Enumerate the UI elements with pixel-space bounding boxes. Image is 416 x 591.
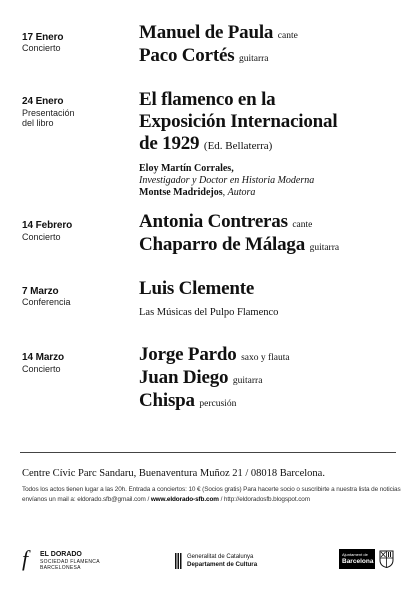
performer-role: percusión — [199, 399, 237, 409]
performer-role: cante — [292, 220, 313, 230]
ajuntament-city: Barcelona — [342, 558, 374, 565]
ajuntament-badge — [339, 549, 375, 569]
performer-name: Antonia Contreras — [139, 211, 288, 232]
performer-role: guitarra — [232, 376, 263, 386]
performer-line — [139, 22, 298, 47]
event-type: Concierto — [22, 364, 61, 374]
event-date: 14 Marzo — [22, 352, 64, 363]
venue-address: Centre Cívic Parc Sandaru, Buenaventura Muñoz 21 / 08018 Barcelona. — [22, 468, 325, 479]
event-date: 7 Marzo — [22, 286, 59, 297]
event-type: Concierto — [22, 43, 61, 53]
generalitat-line: Generalitat de Catalunya — [187, 554, 254, 560]
performer-line — [139, 367, 262, 392]
event-type: Presentación — [22, 108, 75, 118]
performer-line — [139, 211, 312, 236]
divider — [20, 452, 396, 453]
event-type: del libro — [22, 118, 54, 128]
generalitat-department: Departament de Cultura — [187, 561, 258, 568]
performer-line — [139, 45, 269, 70]
event-type: Concierto — [22, 232, 61, 242]
performer-line — [139, 344, 290, 369]
book-title-line — [139, 133, 272, 157]
ajuntament-logo — [339, 549, 395, 571]
performer-role: saxo y flauta — [241, 353, 290, 363]
performer-role: cante — [277, 31, 298, 41]
performer-role: guitarra — [309, 243, 340, 253]
website-link[interactable]: www.eldorado-sfb.com — [150, 496, 219, 503]
author-role: Autora — [227, 187, 256, 198]
book-edition: (Ed. Bellaterra) — [203, 140, 273, 152]
ajuntament-line: Ajuntament de — [342, 552, 368, 557]
author-name: Montse Madridejos — [139, 187, 223, 198]
barcelona-shield-icon — [379, 550, 394, 568]
eldorado-name: EL DORADO — [40, 551, 82, 558]
event-date: 24 Enero — [22, 96, 64, 107]
performer-name: Juan Diego — [139, 367, 229, 388]
performer-name: Manuel de Paula — [139, 22, 274, 43]
book-title-line: El flamenco en la — [139, 89, 276, 110]
author-role: Investigador y Doctor en Historia Moderna — [139, 175, 315, 186]
eldorado-logo — [22, 548, 122, 572]
author-name: Eloy Martín Corrales, — [139, 163, 234, 174]
event-date: 14 Febrero — [22, 220, 73, 231]
performer-name: Paco Cortés — [139, 45, 235, 66]
event-date: 17 Enero — [22, 32, 64, 43]
book-title-text: de 1929 — [139, 133, 200, 154]
generalitat-logo — [175, 553, 275, 573]
performer-role: guitarra — [238, 54, 269, 64]
eldorado-subtitle-line: BARCELONESA — [40, 565, 81, 571]
eldorado-subtitle — [40, 559, 100, 571]
author-line: Montse Madridejos, Autora — [139, 187, 256, 198]
talk-title: Las Músicas del Pulpo Flamenco — [139, 307, 279, 318]
eldorado-subtitle-line: SOCIEDAD FLAMENCA — [40, 559, 100, 565]
info-body: Todos los actos tienen lugar a las 20h. Entrada a conciertos: 10 € (Socios gratis) Para hacerte socio o suscribirte a nuestra lista de noticias envíanos un mail a: eldorado.sfb@gmail.com / — [22, 486, 401, 503]
performer-name: Chispa — [139, 390, 195, 411]
author-line — [139, 163, 234, 175]
info-text — [22, 485, 402, 505]
blog-link[interactable]: / http://eldoradosfb.blogspot.com — [218, 496, 310, 503]
eldorado-mark-icon: f — [22, 546, 29, 571]
performer-name: Chaparro de Málaga — [139, 234, 305, 255]
performer-name: Jorge Pardo — [139, 344, 237, 365]
performer-line — [139, 234, 339, 259]
author-line — [139, 175, 314, 187]
generalitat-mark-icon — [175, 553, 183, 569]
event-type: Conferencia — [22, 297, 71, 307]
book-title-line: Exposición Internacional — [139, 111, 338, 132]
speaker-name: Luis Clemente — [139, 278, 255, 299]
performer-line — [139, 390, 236, 415]
